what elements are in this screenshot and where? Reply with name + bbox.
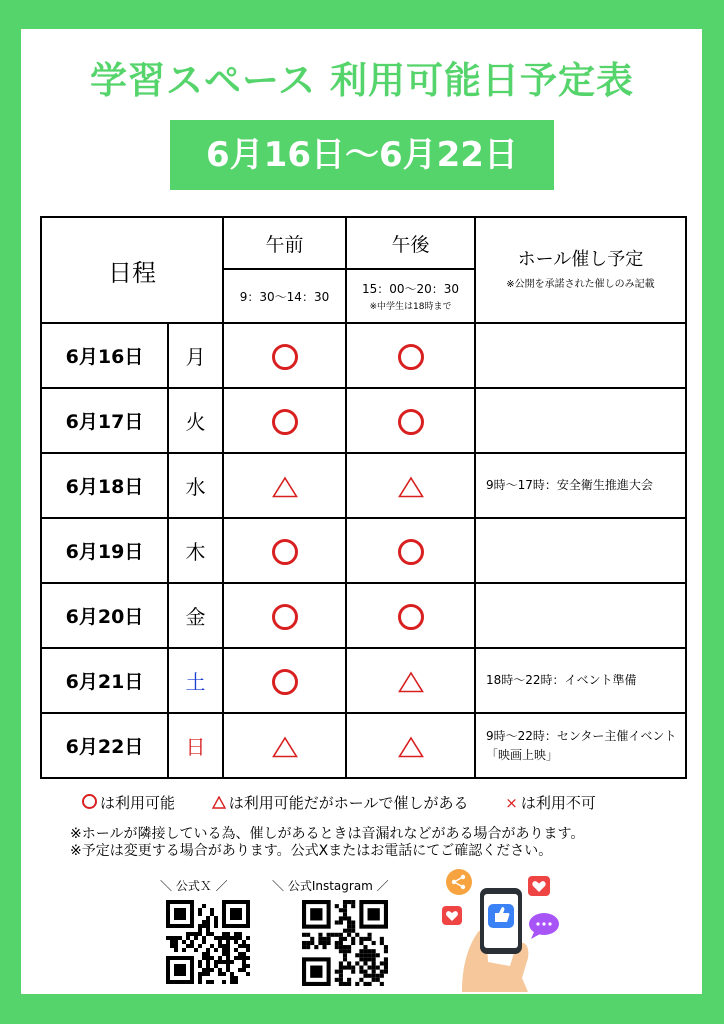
qr-code-instagram[interactable]	[302, 900, 388, 986]
cross-icon: ×	[505, 794, 518, 812]
table-row	[41, 518, 686, 583]
row-afternoon-status	[346, 648, 475, 713]
note-line: ※ホールが隣接している為、催しがあるときは音漏れなどがある場合があります。	[70, 826, 585, 842]
circle-icon	[398, 344, 424, 370]
heart-icon	[442, 906, 462, 925]
row-afternoon-status	[346, 713, 475, 778]
triangle-icon	[212, 796, 226, 809]
week-range-banner: 6月16日〜6月22日	[170, 120, 554, 190]
row-date: 6月19日	[41, 518, 168, 583]
share-icon	[446, 869, 472, 895]
schedule-table	[40, 216, 687, 779]
table-row	[41, 453, 686, 518]
row-afternoon-status	[346, 453, 475, 518]
row-date: 6月21日	[41, 648, 168, 713]
triangle-icon	[398, 476, 424, 498]
row-hall-event: 9時〜22時：センター主催イベント「映画上映」	[475, 713, 686, 778]
row-morning-status	[223, 648, 346, 713]
row-hall-event	[475, 323, 686, 388]
table-row	[41, 583, 686, 648]
row-weekday: 水	[168, 453, 223, 518]
row-afternoon-status	[346, 388, 475, 453]
triangle-icon	[398, 671, 424, 693]
row-weekday: 金	[168, 583, 223, 648]
header-afternoon-time	[346, 269, 475, 323]
circle-icon	[398, 539, 424, 565]
row-weekday: 木	[168, 518, 223, 583]
header-afternoon: 午後	[346, 217, 475, 269]
row-morning-status	[223, 583, 346, 648]
row-morning-status	[223, 518, 346, 583]
legend-partial	[212, 794, 469, 812]
table-row	[41, 388, 686, 453]
row-morning-status	[223, 713, 346, 778]
notes	[70, 826, 584, 860]
header-hall-note: ※公開を承諾された催しのみ記載	[506, 278, 655, 290]
row-date: 6月22日	[41, 713, 168, 778]
triangle-icon	[398, 736, 424, 758]
circle-icon	[272, 604, 298, 630]
legend-available	[82, 794, 175, 812]
row-date: 6月17日	[41, 388, 168, 453]
legend	[82, 792, 682, 813]
row-hall-event	[475, 388, 686, 453]
qr-code-x[interactable]	[166, 900, 250, 984]
circle-icon	[272, 344, 298, 370]
row-date: 6月18日	[41, 453, 168, 518]
row-weekday: 火	[168, 388, 223, 453]
header-hall-label: ホール催し予定	[517, 249, 644, 271]
circle-icon	[272, 669, 298, 695]
circle-icon	[82, 794, 97, 809]
row-afternoon-status	[346, 518, 475, 583]
header-morning-time: 9：30〜14：30	[223, 269, 346, 323]
header-schedule: 日程	[41, 217, 223, 323]
row-weekday: 土	[168, 648, 223, 713]
row-morning-status	[223, 453, 346, 518]
row-hall-event: 9時〜17時：安全衛生推進大会	[475, 453, 686, 518]
triangle-icon	[272, 476, 298, 498]
row-date: 6月20日	[41, 583, 168, 648]
legend-partial-text: は利用可能だがホールで催しがある	[228, 794, 469, 812]
schedule-rows	[41, 323, 686, 778]
header-hall	[475, 217, 686, 323]
header-morning: 午前	[223, 217, 346, 269]
heart-icon	[528, 876, 550, 896]
row-date: 6月16日	[41, 323, 168, 388]
table-row	[41, 713, 686, 778]
circle-icon	[398, 604, 424, 630]
page-title: 学習スペース 利用可能日予定表	[89, 59, 635, 102]
row-morning-status	[223, 388, 346, 453]
circle-icon	[272, 409, 298, 435]
circle-icon	[272, 539, 298, 565]
table-row	[41, 323, 686, 388]
legend-available-text: は利用可能	[100, 794, 176, 812]
row-afternoon-status	[346, 323, 475, 388]
header-afternoon-time-label: 15：00〜20：30	[361, 282, 460, 296]
header-afternoon-note: ※中学生は18時まで	[369, 302, 452, 312]
row-hall-event: 18時〜22時：イベント準備	[475, 648, 686, 713]
row-hall-event	[475, 518, 686, 583]
table-row	[41, 648, 686, 713]
row-morning-status	[223, 323, 346, 388]
row-afternoon-status	[346, 583, 475, 648]
legend-unavailable-text: は利用不可	[520, 794, 596, 812]
row-hall-event	[475, 583, 686, 648]
legend-unavailable	[505, 794, 596, 812]
circle-icon	[398, 409, 424, 435]
row-weekday: 月	[168, 323, 223, 388]
row-weekday: 日	[168, 713, 223, 778]
note-line: ※予定は変更する場合があります。公式Xまたはお電話にてご確認ください。	[70, 843, 553, 859]
chat-icon	[529, 913, 559, 939]
qr-instagram-label: ＼ 公式Instagram ／	[272, 879, 389, 893]
triangle-icon	[272, 736, 298, 758]
like-icon	[488, 904, 514, 928]
qr-x-label: ＼ 公式Ｘ ／	[160, 879, 228, 893]
smartphone-illustration	[432, 866, 572, 994]
